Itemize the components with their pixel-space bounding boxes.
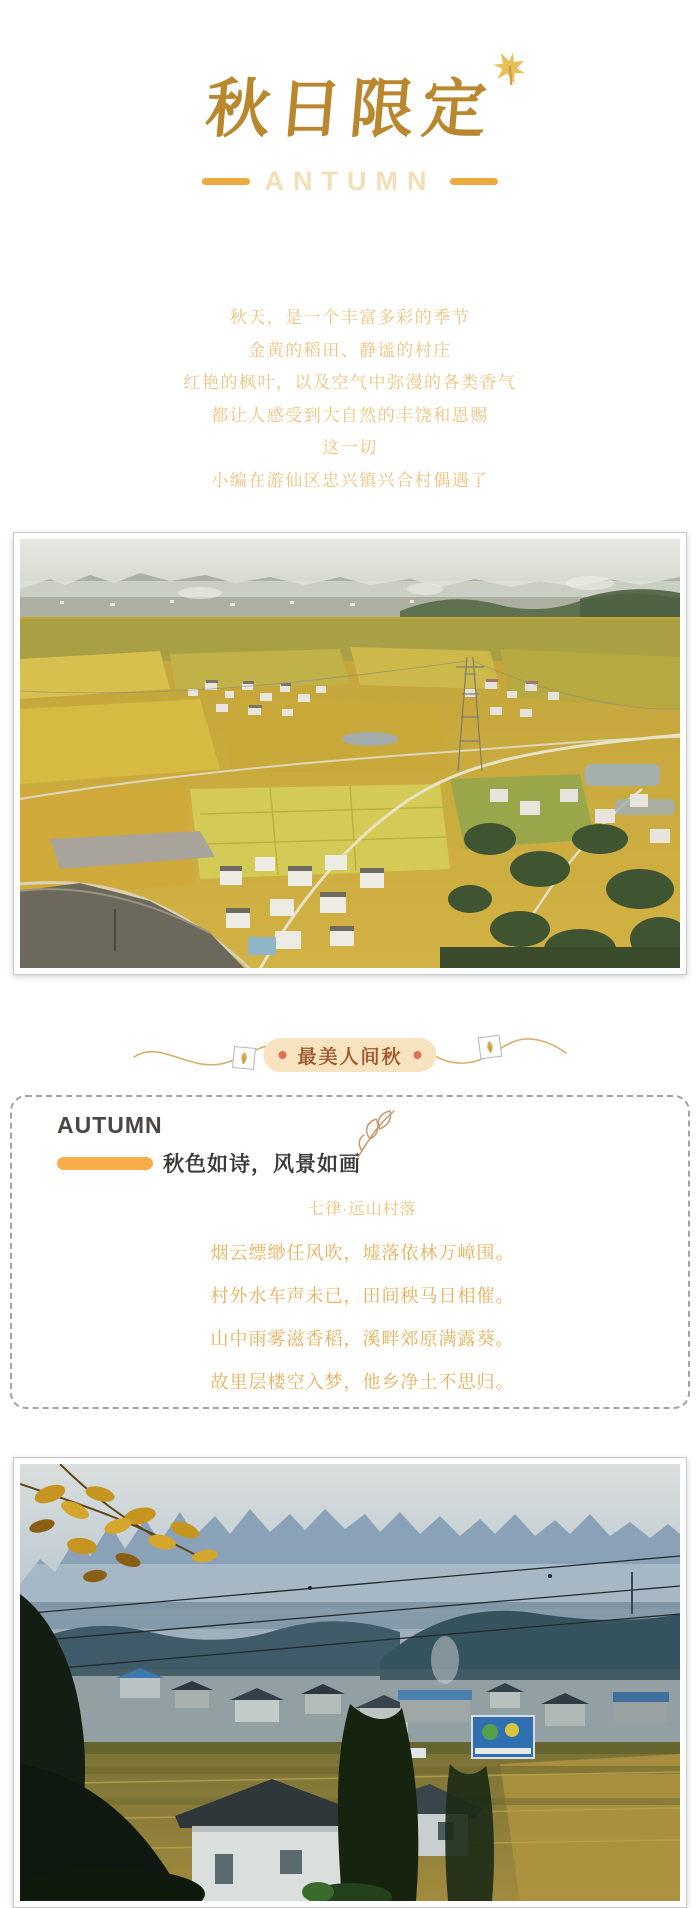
golden-fields-illustration xyxy=(20,539,680,968)
maple-leaf-icon xyxy=(488,48,530,90)
poem-line: 村外水车声未已，田间秧马日相催。 xyxy=(210,1286,515,1306)
title-row xyxy=(202,72,498,147)
header-subtitle-row xyxy=(0,164,700,198)
intro-section xyxy=(0,302,700,497)
hero-header xyxy=(0,0,700,198)
dusk-village-illustration xyxy=(20,1464,680,1901)
poem-card xyxy=(10,1095,690,1409)
intro-line: 秋天，是一个丰富多彩的季节 xyxy=(229,308,471,327)
poem-title: 七律·远山村落 xyxy=(308,1201,417,1218)
subheading-accent-bar xyxy=(57,1157,153,1170)
subtitle-left-dash xyxy=(202,178,250,185)
leaf-charm-icon xyxy=(478,1035,503,1060)
subtitle-right-dash xyxy=(450,178,498,185)
leaf-charm-icon xyxy=(232,1046,256,1070)
intro-line: 小编在游仙区忠兴镇兴合村偶遇了 xyxy=(211,470,489,490)
feature-subheading: 秋色如诗，风景如画 xyxy=(163,1153,361,1176)
section-badge xyxy=(263,1038,436,1072)
badge-label: 最美人间秋 xyxy=(297,1046,403,1068)
section-divider xyxy=(0,975,700,1095)
badge-left-dot xyxy=(278,1051,286,1059)
feature-heading: AUTUMN xyxy=(57,1112,163,1138)
poem xyxy=(57,1196,668,1391)
page-title: 秋日限定 xyxy=(202,72,498,147)
intro-line: 都让人感受到大自然的丰饶和恩赐 xyxy=(211,405,489,425)
intro-line: 金黄的稻田、静谧的村庄 xyxy=(248,340,452,360)
poem-line: 山中雨雾滋香稻，溪畔郊原满露葵。 xyxy=(210,1329,515,1349)
intro-line: 这一切 xyxy=(322,438,378,457)
badge-right-dot xyxy=(414,1051,422,1059)
intro-line: 红艳的枫叶，以及空气中弥漫的各类香气 xyxy=(183,373,517,392)
photo-dusk-village[interactable] xyxy=(13,1457,687,1908)
poem-line: 故里层楼空入梦，他乡净土不思归。 xyxy=(210,1372,515,1392)
leaf-sketch-icon xyxy=(350,1105,402,1161)
photo-golden-fields[interactable] xyxy=(13,532,687,975)
poem-line: 烟云缥缈任风吹，墟落依林万嶂围。 xyxy=(210,1243,515,1263)
header-subtitle: ANTUMN xyxy=(264,165,436,196)
